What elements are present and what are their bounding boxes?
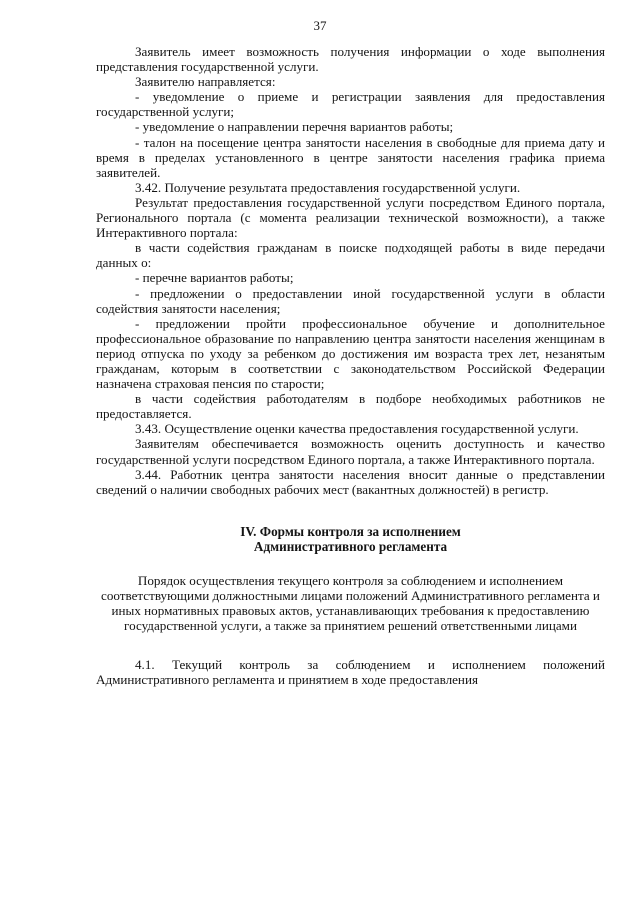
section-subheading: Порядок осуществления текущего контроля за соблюдением и исполнением соответствующими должностными лицами положений Административного регламента и иных нормативных правовых актов, устанавливающих требования к предоставлению государственной услуги, а также за принятием решений ответственными лицами xyxy=(101,572,600,633)
paragraph: - предложении пройти профессиональное обучение и дополнительное профессиональное образование по направлению центра занятости населения женщинам в период отпуска по уходу за ребенком до достижения им возраста трех лет, незанятым гражданам, которым в соответствии с законодательством Российской Федерации назначена страховая пенсия по старости; xyxy=(96,315,605,392)
document-body xyxy=(96,44,605,687)
paragraph: 3.43. Осуществление оценки качества предоставления государственной услуги. xyxy=(135,421,579,437)
page-number: 37 xyxy=(313,18,327,33)
paragraph: Результат предоставления государственной услуги посредством Единого портала, Регионального портала (с момента реализации технической возможности), а также Интерактивного портала: xyxy=(96,194,605,241)
paragraph: Заявитель имеет возможность получения информации о ходе выполнения представления государственной услуги. xyxy=(96,44,605,75)
paragraph: - предложении о предоставлении иной государственной услуги в области содействия занятости населения; xyxy=(96,285,605,316)
paragraph: - перечне вариантов работы; xyxy=(135,270,294,286)
section-heading xyxy=(96,524,605,555)
paragraph: 4.1. Текущий контроль за соблюдением и исполнением положений Административного регламента и принятием в ходе предоставления xyxy=(96,657,605,688)
paragraph: - уведомление о приеме и регистрации заявления для предоставления государственной услуги; xyxy=(96,89,605,120)
paragraph: 3.44. Работник центра занятости населения вносит данные о представлении сведений о наличии свободных рабочих мест (вакантных должностей) в регистр. xyxy=(96,466,605,497)
paragraph: Заявителям обеспечивается возможность оценить доступность и качество государственной услуги посредством Единого портала, а также Интерактивного портала. xyxy=(96,436,605,467)
paragraph: 3.42. Получение результата предоставления государственной услуги. xyxy=(135,179,521,195)
paragraph: в части содействия гражданам в поиске подходящей работы в виде передачи данных о: xyxy=(96,240,605,271)
paragraph: - уведомление о направлении перечня вариантов работы; xyxy=(135,119,454,135)
paragraph: в части содействия работодателям в подборе необходимых работников не предоставляется. xyxy=(96,391,605,422)
section-heading-line: IV. Формы контроля за исполнением xyxy=(240,523,461,539)
paragraph: Заявителю направляется: xyxy=(135,74,276,90)
paragraph: - талон на посещение центра занятости населения в свободные для приема дату и время в пределах установленного в центре занятости населения графика приема заявителей. xyxy=(96,134,605,180)
section-heading-line: Административного регламента xyxy=(253,539,448,555)
